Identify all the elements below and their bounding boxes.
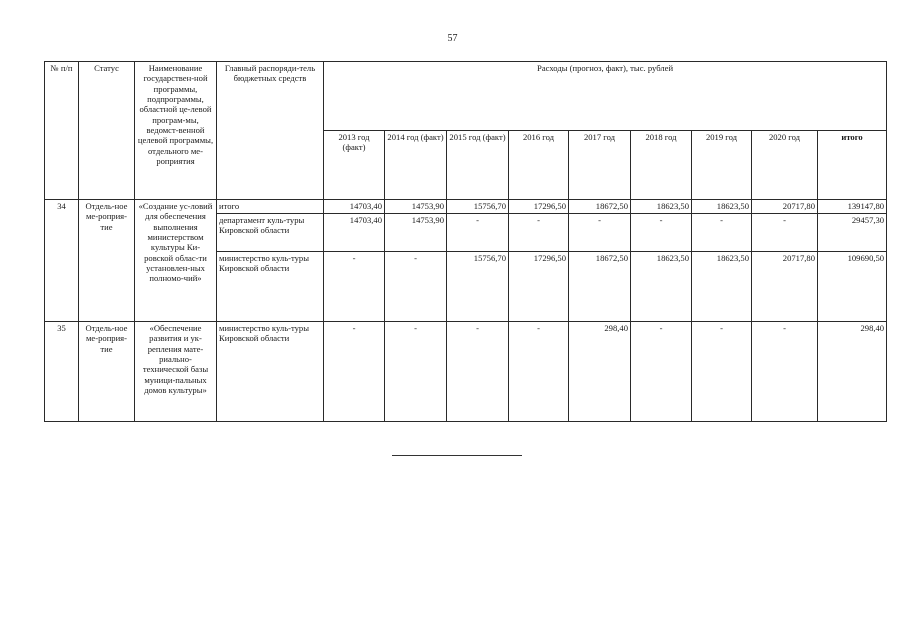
value-cell: - (447, 322, 509, 422)
value-cell: 17296,50 (509, 252, 569, 322)
value-cell: - (509, 322, 569, 422)
value-cell: - (385, 252, 447, 322)
value-cell: 14703,40 (324, 200, 385, 214)
year-header: 2014 год (факт) (385, 131, 447, 200)
row-admin: департамент куль-туры Кировской области (217, 214, 324, 252)
year-header: 2018 год (631, 131, 692, 200)
total-cell: 298,40 (818, 322, 887, 422)
value-cell: 18623,50 (692, 252, 752, 322)
table-row (45, 200, 887, 214)
value-cell: 18672,50 (569, 252, 631, 322)
row-name: «Создание ус-ловий для обеспечения выполнения министерством культуры Ки-ровской облас-ти установлен-ных полномо-чий» (135, 200, 217, 322)
value-cell: 298,40 (569, 322, 631, 422)
value-cell: 18623,50 (692, 200, 752, 214)
value-cell: 20717,80 (752, 200, 818, 214)
header-name: Наименование государствен-ной программы, подпрограммы, областной це-левой програм-мы, ведомст-венной целевой программы, отдельного ме-роприятия (135, 62, 217, 200)
row-num: 34 (45, 200, 79, 322)
row-admin: министерство куль-туры Кировской области (217, 252, 324, 322)
value-cell: - (692, 214, 752, 252)
value-cell: - (324, 252, 385, 322)
year-header: 2020 год (752, 131, 818, 200)
year-header: 2016 год (509, 131, 569, 200)
row-status: Отдель-ное ме-роприя-тие (79, 322, 135, 422)
row-status: Отдель-ное ме-роприя-тие (79, 200, 135, 322)
value-cell: - (752, 214, 818, 252)
year-header: 2013 год (факт) (324, 131, 385, 200)
total-cell: 139147,80 (818, 200, 887, 214)
total-cell: 109690,50 (818, 252, 887, 322)
value-cell: 14753,90 (385, 200, 447, 214)
row-admin: министерство куль-туры Кировской области (217, 322, 324, 422)
row-admin: итого (217, 200, 324, 214)
year-header: 2015 год (факт) (447, 131, 509, 200)
value-cell: 20717,80 (752, 252, 818, 322)
value-cell: 18623,50 (631, 252, 692, 322)
value-cell: - (631, 214, 692, 252)
header-status: Статус (79, 62, 135, 200)
value-cell: - (509, 214, 569, 252)
value-cell: 15756,70 (447, 200, 509, 214)
value-cell: - (385, 322, 447, 422)
year-header: 2017 год (569, 131, 631, 200)
header-admin: Главный распоряди-тель бюджетных средств (217, 62, 324, 200)
value-cell: - (324, 322, 385, 422)
value-cell: 17296,50 (509, 200, 569, 214)
value-cell: - (569, 214, 631, 252)
row-name: «Обеспечение развития и ук-репления мате-риально-технической базы муници-пальных домов культуры» (135, 322, 217, 422)
value-cell: 14753,90 (385, 214, 447, 252)
table-row (45, 322, 887, 422)
value-cell: - (752, 322, 818, 422)
year-header: 2019 год (692, 131, 752, 200)
value-cell: - (692, 322, 752, 422)
value-cell: 18623,50 (631, 200, 692, 214)
header-expenses: Расходы (прогноз, факт), тыс. рублей (324, 62, 887, 131)
row-num: 35 (45, 322, 79, 422)
header-num: № п/п (45, 62, 79, 200)
page-number: 57 (447, 33, 458, 44)
expenses-table (44, 61, 887, 422)
value-cell: 14703,40 (324, 214, 385, 252)
total-cell: 29457,30 (818, 214, 887, 252)
total-header: итого (818, 131, 887, 200)
value-cell: - (447, 214, 509, 252)
value-cell: 18672,50 (569, 200, 631, 214)
separator-line (392, 455, 522, 456)
value-cell: 15756,70 (447, 252, 509, 322)
value-cell: - (631, 322, 692, 422)
